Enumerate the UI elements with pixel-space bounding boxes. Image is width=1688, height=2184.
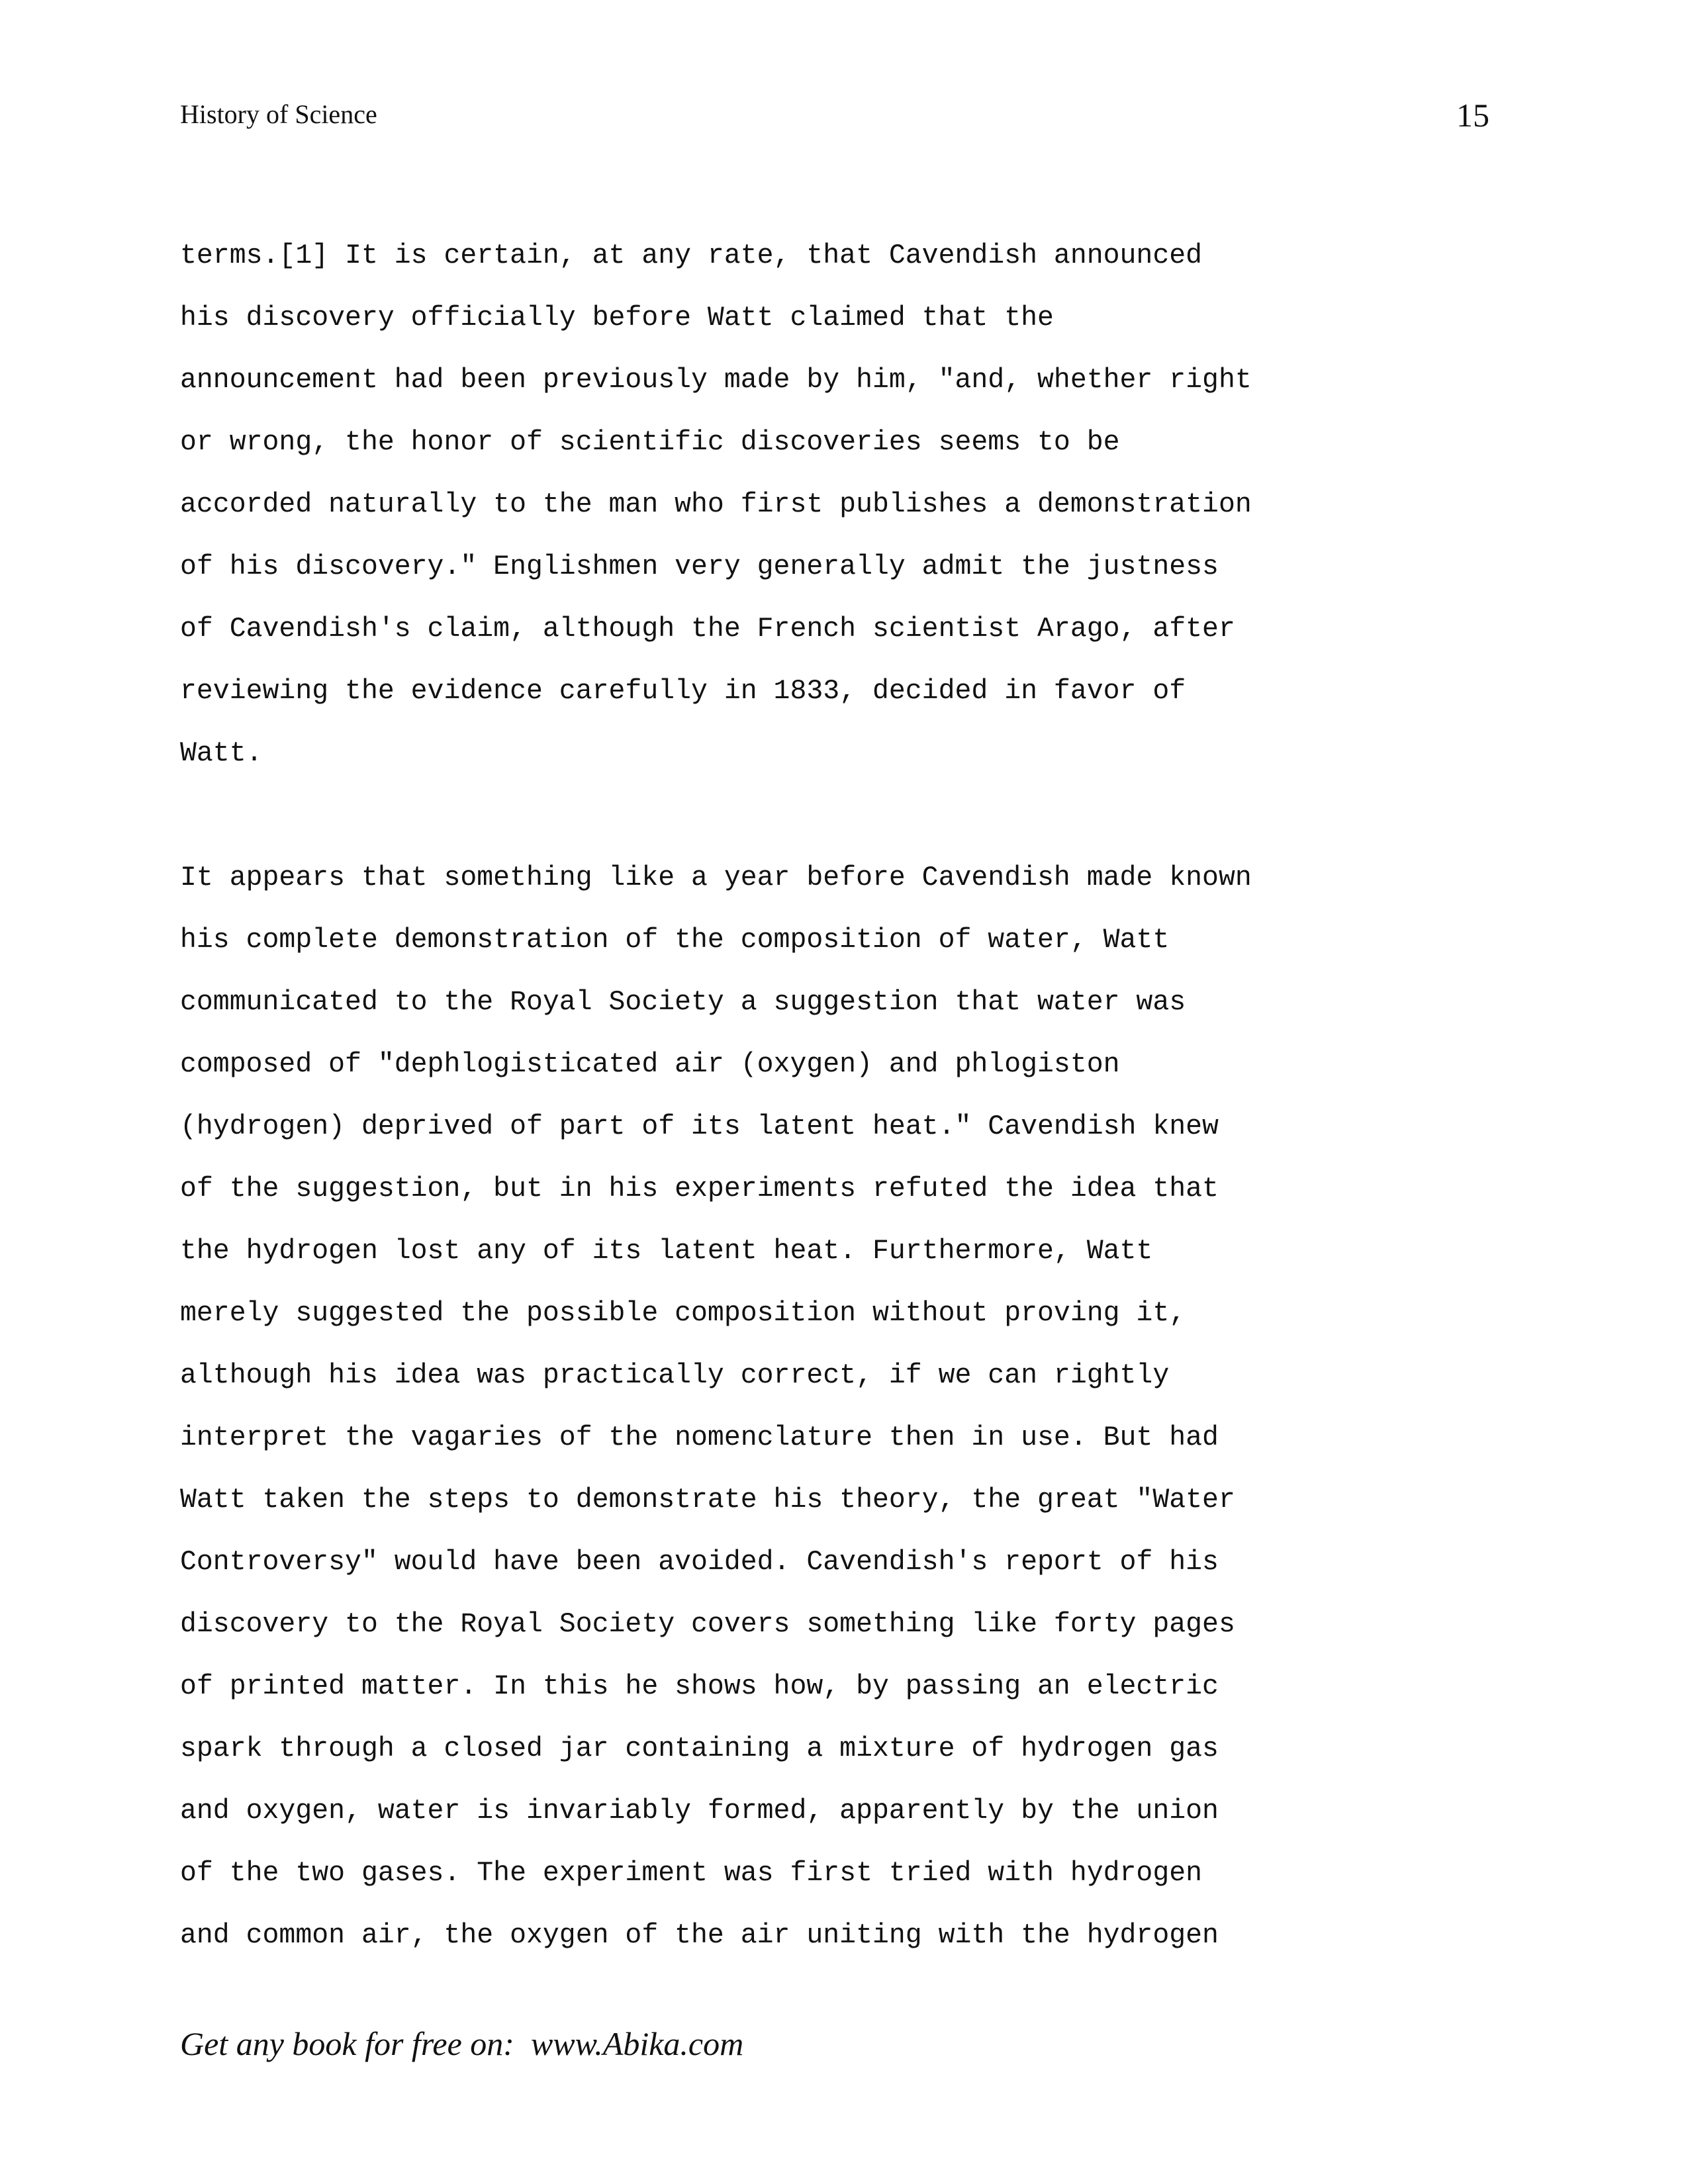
body-text: [180, 225, 1504, 1967]
text-line: and oxygen, water is invariably formed, apparently by the union: [180, 1796, 1219, 1827]
text-line: although his idea was practically correct, if we can rightly: [180, 1360, 1170, 1391]
text-line: interpret the vagaries of the nomenclature then in use. But had: [180, 1422, 1219, 1453]
text-line: spark through a closed jar containing a mixture of hydrogen gas: [180, 1733, 1219, 1764]
text-line: merely suggested the possible composition without proving it,: [180, 1298, 1186, 1329]
text-line: of printed matter. In this he shows how, by passing an electric: [180, 1671, 1219, 1702]
text-line: Watt.: [180, 738, 263, 769]
text-line: announcement had been previously made by him, "and, whether right: [180, 365, 1252, 396]
text-line: his complete demonstration of the composition of water, Watt: [180, 925, 1170, 956]
text-line: It appears that something like a year before Cavendish made known: [180, 862, 1252, 893]
text-line: composed of "dephlogisticated air (oxygen) and phlogiston: [180, 1049, 1120, 1080]
paragraph-1: [180, 225, 1504, 785]
page-number: 15: [1456, 97, 1489, 134]
text-line: of the two gases. The experiment was first tried with hydrogen: [180, 1858, 1203, 1889]
text-line: of his discovery." Englishmen very generally admit the justness: [180, 551, 1219, 582]
text-line: of Cavendish's claim, although the French scientist Arago, after: [180, 614, 1235, 645]
paragraph-2: [180, 847, 1504, 1967]
text-line: and common air, the oxygen of the air uniting with the hydrogen: [180, 1920, 1219, 1951]
text-line: reviewing the evidence carefully in 1833, decided in favor of: [180, 676, 1186, 707]
text-line: accorded naturally to the man who first publishes a demonstration: [180, 489, 1252, 520]
text-line: Watt taken the steps to demonstrate his theory, the great "Water: [180, 1484, 1235, 1516]
text-line: Controversy" would have been avoided. Cavendish's report of his: [180, 1547, 1219, 1578]
text-line: of the suggestion, but in his experiments refuted the idea that: [180, 1173, 1219, 1205]
text-line: the hydrogen lost any of its latent heat. Furthermore, Watt: [180, 1236, 1153, 1267]
text-line: his discovery officially before Watt claimed that the: [180, 302, 1054, 334]
text-line: terms.[1] It is certain, at any rate, that Cavendish announced: [180, 240, 1203, 271]
text-line: (hydrogen) deprived of part of its latent heat." Cavendish knew: [180, 1111, 1219, 1142]
text-line: or wrong, the honor of scientific discoveries seems to be: [180, 427, 1120, 458]
paragraph-gap: [180, 785, 1504, 847]
footer-promo-text: Get any book for free on: www.Abika.com: [180, 2025, 744, 2062]
running-header-title: History of Science: [180, 99, 377, 129]
text-line: discovery to the Royal Society covers something like forty pages: [180, 1609, 1235, 1640]
text-line: communicated to the Royal Society a suggestion that water was: [180, 987, 1186, 1018]
